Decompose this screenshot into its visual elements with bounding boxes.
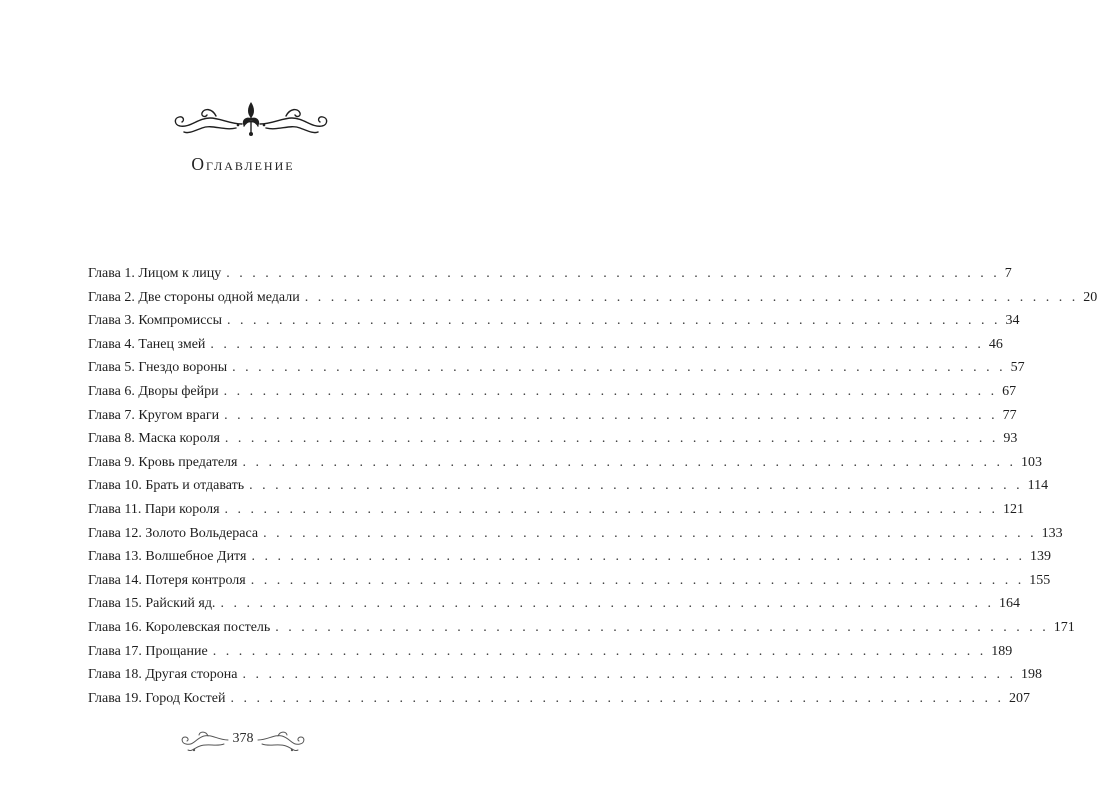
toc-dot-leader: . . . . . . . . . . . . . . . . . . . . . . . . . . . . . . . . . . . . . . . . . . . . . . . . . . . . . . . . . . . .	[224, 431, 999, 447]
toc-entry	[88, 640, 1013, 664]
toc-entry-page: 77	[1002, 407, 1017, 423]
toc-entry-title: Глава 12. Золото Вольдераса	[88, 525, 259, 541]
toc-entry-page: 57	[1010, 360, 1025, 376]
toc-entry	[88, 427, 1018, 451]
toc-entry	[88, 380, 1017, 404]
toc-entry-title: Глава 19. Город Костей	[88, 690, 226, 706]
toc-entry-page: 46	[988, 336, 1003, 352]
toc-entry-page: 198	[1021, 667, 1042, 683]
toc-entry-page: 7	[1004, 266, 1012, 281]
toc-entry-title: Глава 8. Маска короля	[88, 431, 220, 447]
toc-entry-title: Глава 14. Потеря контроля	[88, 572, 246, 588]
page-title: Оглавление	[191, 154, 295, 174]
toc-entry-page: 139	[1029, 549, 1051, 565]
toc-entry-title: Глава 1. Лицом к лицу	[88, 266, 222, 281]
toc-dot-leader: . . . . . . . . . . . . . . . . . . . . . . . . . . . . . . . . . . . . . . . . . . . . . . . . . . . . . . . . . . . .	[304, 289, 1079, 305]
toc-dot-leader: . . . . . . . . . . . . . . . . . . . . . . . . . . . . . . . . . . . . . . . . . . . . . . . . . . . . . . . . . . . .	[275, 619, 1049, 635]
toc-entry	[88, 569, 1051, 593]
toc-entry-title: Глава 5. Гнездо вороны	[88, 360, 228, 376]
toc-entry-page: 207	[1009, 690, 1030, 706]
toc-entry	[88, 356, 1025, 380]
table-of-contents	[88, 262, 1097, 710]
toc-dot-leader: . . . . . . . . . . . . . . . . . . . . . . . . . . . . . . . . . . . . . . . . . . . . . . . . . . . . . . . . . . . .	[220, 596, 994, 612]
toc-entry-page: 171	[1053, 619, 1075, 635]
toc-entry-title: Глава 4. Танец змей	[88, 336, 206, 352]
toc-dot-leader: . . . . . . . . . . . . . . . . . . . . . . . . . . . . . . . . . . . . . . . . . . . . . . . . . . . . . . . . . . . .	[230, 690, 1004, 706]
toc-entry-title: Глава 13. Волшебное Дитя	[88, 549, 247, 565]
toc-entry-page: 114	[1027, 478, 1049, 494]
toc-entry-title: Глава 9. Кровь предателя	[88, 454, 238, 470]
toc-entry-page: 189	[991, 643, 1013, 659]
toc-entry	[88, 592, 1020, 616]
toc-entry	[88, 451, 1042, 475]
toc-entry-title: Глава 15. Райский яд.	[88, 596, 216, 612]
toc-entry	[88, 286, 1097, 310]
toc-dot-leader: . . . . . . . . . . . . . . . . . . . . . . . . . . . . . . . . . . . . . . . . . . . . . . . . . . . . . . . . . . . .	[223, 383, 998, 399]
toc-dot-leader: . . . . . . . . . . . . . . . . . . . . . . . . . . . . . . . . . . . . . . . . . . . . . . . . . . . . . . . . . . . .	[242, 667, 1016, 683]
toc-dot-leader: . . . . . . . . . . . . . . . . . . . . . . . . . . . . . . . . . . . . . . . . . . . . . . . . . . . . . . . . . . . .	[232, 360, 1006, 376]
toc-dot-leader: . . . . . . . . . . . . . . . . . . . . . . . . . . . . . . . . . . . . . . . . . . . . . . . . . . . . . . . . . . . .	[242, 454, 1016, 470]
toc-entry-page: 67	[1002, 383, 1017, 399]
toc-entry-title: Глава 11. Пари короля	[88, 501, 220, 517]
toc-entry-title: Глава 3. Компромиссы	[88, 313, 223, 329]
page-number: 378	[232, 731, 254, 746]
toc-dot-leader: . . . . . . . . . . . . . . . . . . . . . . . . . . . . . . . . . . . . . . . . . . . . . . . . . . . . . . . . . . . .	[249, 478, 1023, 494]
toc-entry	[88, 663, 1042, 687]
toc-entry-title: Глава 2. Две стороны одной медали	[88, 289, 300, 305]
toc-entry	[88, 309, 1020, 333]
toc-dot-leader: . . . . . . . . . . . . . . . . . . . . . . . . . . . . . . . . . . . . . . . . . . . . . . . . . . . . . . . . . . . .	[212, 643, 987, 659]
toc-entry-title: Глава 18. Другая сторона	[88, 667, 238, 683]
toc-entry-page: 133	[1041, 525, 1063, 541]
page-footer	[178, 726, 308, 760]
toc-entry	[88, 333, 1003, 357]
toc-dot-leader: . . . . . . . . . . . . . . . . . . . . . . . . . . . . . . . . . . . . . . . . . . . . . . . . . . . . . . . . . . . .	[251, 549, 1025, 565]
toc-entry-page: 121	[1003, 501, 1025, 517]
toc-entry-title: Глава 10. Брать и отдавать	[88, 478, 245, 494]
toc-entry	[88, 545, 1051, 569]
toc-dot-leader: . . . . . . . . . . . . . . . . . . . . . . . . . . . . . . . . . . . . . . . . . . . . . . . . . . . . . . . . . . . .	[263, 525, 1037, 541]
toc-entry	[88, 498, 1025, 522]
toc-dot-leader: . . . . . . . . . . . . . . . . . . . . . . . . . . . . . . . . . . . . . . . . . . . . . . . . . . . . . . . . . . . .	[227, 313, 1001, 329]
toc-entry-title: Глава 16. Королевская постель	[88, 619, 271, 635]
toc-dot-leader: . . . . . . . . . . . . . . . . . . . . . . . . . . . . . . . . . . . . . . . . . . . . . . . . . . . . . . . . . . . .	[224, 501, 999, 517]
toc-entry	[88, 522, 1063, 546]
toc-dot-leader: . . . . . . . . . . . . . . . . . . . . . . . . . . . . . . . . . . . . . . . . . . . . . . . . . . . . . . . . . . . .	[224, 407, 998, 423]
toc-dot-leader: . . . . . . . . . . . . . . . . . . . . . . . . . . . . . . . . . . . . . . . . . . . . . . . . . . . . . . . . . . . .	[226, 266, 1000, 281]
toc-dot-leader: . . . . . . . . . . . . . . . . . . . . . . . . . . . . . . . . . . . . . . . . . . . . . . . . . . . . . . . . . . . .	[210, 336, 984, 352]
toc-entry-page: 164	[998, 596, 1020, 612]
toc-entry-title: Глава 17. Прощание	[88, 643, 208, 659]
toc-entry	[88, 616, 1075, 640]
toc-entry-page: 155	[1029, 572, 1051, 588]
toc-entry	[88, 404, 1017, 428]
toc-entry-page: 34	[1005, 313, 1020, 329]
right-footer-flourish-icon	[256, 728, 308, 756]
toc-entry-page: 20	[1083, 289, 1097, 305]
toc-entry	[88, 687, 1030, 711]
toc-entry-title: Глава 7. Кругом враги	[88, 407, 220, 423]
toc-entry-page: 93	[1003, 431, 1018, 447]
toc-entry	[88, 474, 1049, 498]
flourish-ornament-icon	[172, 98, 330, 140]
toc-entry-title: Глава 6. Дворы фейри	[88, 383, 219, 399]
toc-entry-page: 103	[1020, 454, 1042, 470]
toc-dot-leader: . . . . . . . . . . . . . . . . . . . . . . . . . . . . . . . . . . . . . . . . . . . . . . . . . . . . . . . . . . . .	[250, 572, 1025, 588]
toc-entry	[88, 262, 1012, 286]
